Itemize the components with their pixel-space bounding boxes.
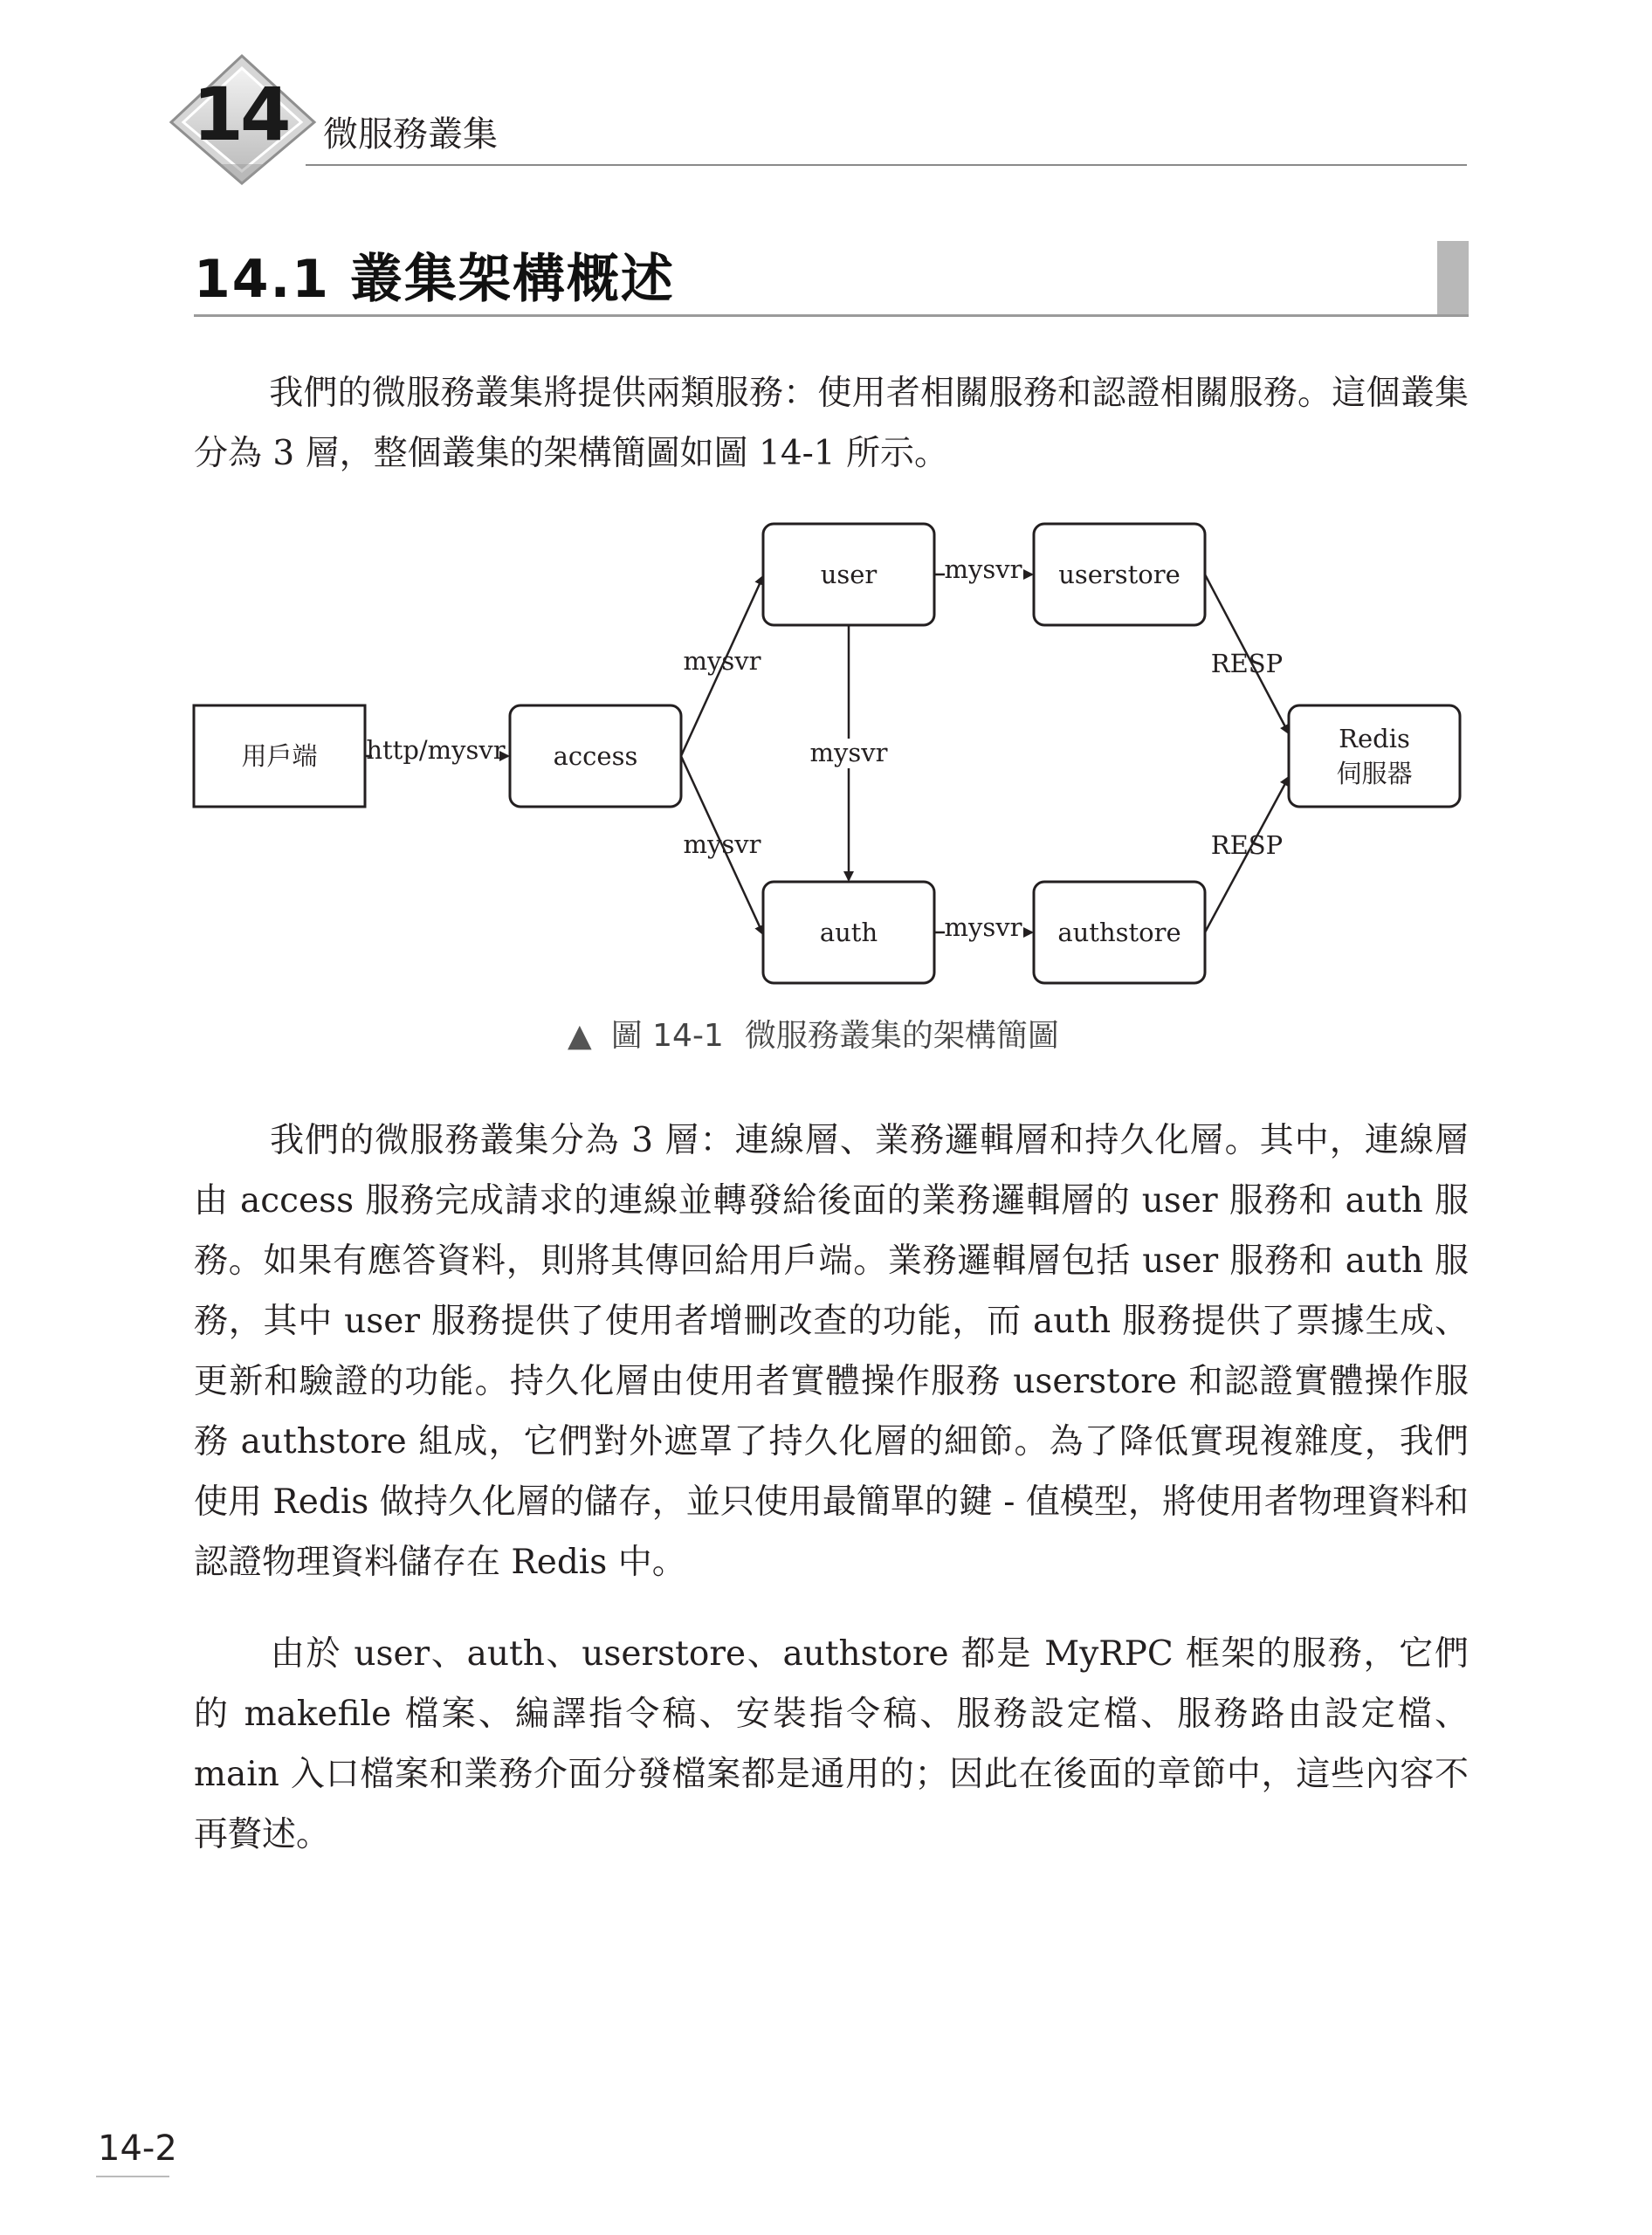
common-files-paragraph-text: 由於 user、auth、userstore、authstore 都是 MyRPC 框架的服務，它們的 makefile 檔案、編譯指令稿、安裝指令稿、服務設定檔、服務路由設定檔、main 入口檔案和業務介面分發檔案都是通用的；因此在後面的章節中，這些內容不再贅述。 xyxy=(194,1634,1469,1854)
figure-caption xyxy=(568,1011,1059,1056)
edge-label-authstore-redis: RESP xyxy=(1210,830,1284,860)
architecture-diagram xyxy=(183,515,1476,1004)
section-heading: 14.1 叢集架構概述 xyxy=(194,249,675,310)
edge-label-access-auth: mysvr xyxy=(683,829,761,859)
client-label: 用戶端 xyxy=(241,741,318,771)
access-label: access xyxy=(553,741,638,771)
auth-label: auth xyxy=(819,918,878,947)
authstore-label: authstore xyxy=(1057,918,1181,947)
edge-label-auth-authstore: mysvr xyxy=(944,912,1022,942)
edge-label-client-access: http/mysvr xyxy=(366,735,506,765)
header-divider xyxy=(306,164,1467,166)
user-label: user xyxy=(820,560,878,589)
redis-label-line1: Redis xyxy=(1339,724,1410,753)
edge-label-user-userstore: mysvr xyxy=(944,554,1022,584)
chapter-title: 微服務叢集 xyxy=(323,114,498,155)
caption-text: 微服務叢集的架構簡圖 xyxy=(744,1018,1059,1054)
redis-label-line2: 伺服器 xyxy=(1336,759,1413,788)
intro-paragraph xyxy=(194,363,1469,484)
architecture-paragraph xyxy=(194,1111,1469,1592)
edge-label-userstore-redis: RESP xyxy=(1210,649,1284,678)
edge-label-access-user: mysvr xyxy=(683,646,761,676)
caption-label: 圖 14-1 xyxy=(610,1018,724,1054)
userstore-label: userstore xyxy=(1058,560,1180,589)
edge-label-user-auth: mysvr xyxy=(809,738,888,767)
caption-marker: ▲ xyxy=(568,1018,592,1054)
architecture-paragraph-text: 我們的微服務叢集分為 3 層：連線層、業務邏輯層和持久化層。其中，連線層由 access 服務完成請求的連線並轉發給後面的業務邏輯層的 user 服務和 auth 服務。如果有應答資料，則將其傳回給用戶端。業務邏輯層包括 user 服務和 auth 服務，其中 user 服務提供了使用者增刪改查的功能，而 auth 服務提供了票據生成、更新和驗證的功能。持久化層由使用者實體操作服務 userstore 和認證實體操作服務 authstore 組成，它們對外遮罩了持久化層的細節。為了降低實現複雜度，我們使用 Redis 做持久化層的儲存，並只使用最簡單的鍵 - 值模型，將使用者物理資料和認證物理資料儲存在 Redis 中。 xyxy=(194,1121,1469,1582)
redis-node xyxy=(1289,705,1460,807)
chapter-number: 14 xyxy=(192,72,288,157)
footer-divider xyxy=(96,2176,169,2177)
common-files-paragraph xyxy=(194,1624,1469,1865)
page-number: 14-2 xyxy=(98,2128,177,2169)
intro-paragraph-text: 我們的微服務叢集將提供兩類服務：使用者相關服務和認證相關服務。這個叢集分為 3 層，整個叢集的架構簡圖如圖 14-1 所示。 xyxy=(194,374,1469,473)
section-heading-marker xyxy=(1437,241,1469,316)
section-divider xyxy=(194,314,1469,317)
